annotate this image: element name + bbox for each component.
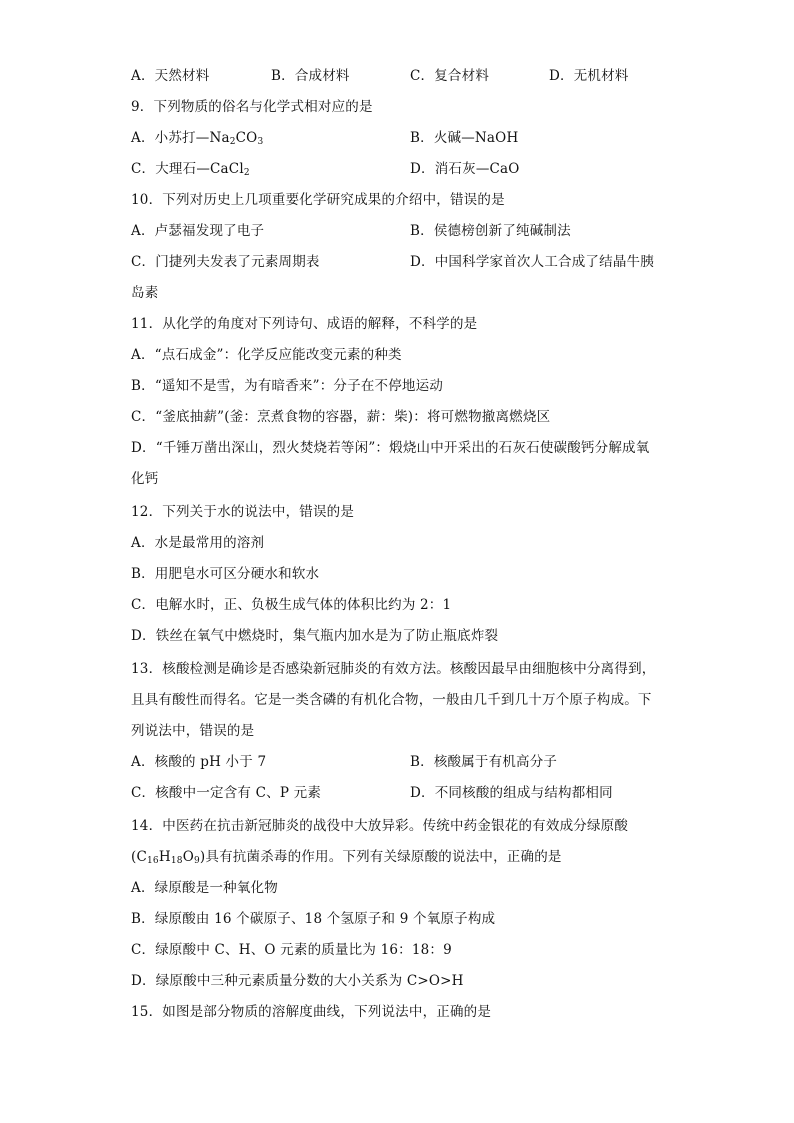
- q8-option-b: B．合成材料: [271, 68, 350, 84]
- q10-option-b: B．侯德榜创新了纯碱制法: [410, 223, 571, 239]
- q10-option-d: D．中国科学家首次人工合成了结晶牛胰: [410, 254, 654, 270]
- q9-option-a: A．小苏打$—Na_2CO_3$: [131, 130, 264, 147]
- q9-option-d: D．消石灰—CaO: [410, 161, 520, 177]
- q12-option-b: B．用肥皂水可区分硬水和软水: [131, 566, 320, 582]
- q10-option-d-continued: 岛素: [131, 285, 159, 301]
- q12-option-c: C．电解水时，正、负极生成气体的体积比约为 2：1: [131, 597, 452, 613]
- q8-option-d: D．无机材料: [549, 68, 629, 84]
- q14-stem-line1: 14．中医药在抗击新冠肺炎的战役中大放异彩。传统中药金银花的有效成分绿原酸: [131, 818, 629, 834]
- q13-option-a: A．核酸的 pH 小于 7: [131, 754, 267, 770]
- q10-stem: 10．下列对历史上几项重要化学研究成果的介绍中，错误的是: [131, 192, 505, 208]
- q12-option-a: A．水是最常用的溶剂: [131, 535, 265, 551]
- q14-option-d: D．绿原酸中三种元素质量分数的大小关系为 C>O>H: [131, 973, 464, 989]
- q11-option-a: A．“点石成金”：化学反应能改变元素的种类: [131, 347, 402, 363]
- q14-option-a: A．绿原酸是一种氧化物: [131, 880, 278, 896]
- q13-stem-line2: 且具有酸性而得名。它是一类含磷的有机化合物，一般由几千到几十万个原子构成。下: [131, 692, 652, 708]
- q8-option-a: A．天然材料: [131, 68, 210, 84]
- q10-option-a: A．卢瑟福发现了电子: [131, 223, 265, 239]
- q11-option-d-continued: 化钙: [131, 471, 159, 487]
- q12-option-d: D．铁丝在氧气中燃烧时，集气瓶内加水是为了防止瓶底炸裂: [131, 628, 499, 644]
- q13-stem-line1: 13．核酸检测是确诊是否感染新冠肺炎的有效方法。核酸因最早由细胞核中分离得到，: [131, 661, 656, 677]
- q11-stem: 11．从化学的角度对下列诗句、成语的解释，不科学的是: [131, 316, 478, 332]
- q11-option-d: D．“千锤万凿出深山，烈火焚烧若等闲”：煅烧山中开采出的石灰石使碳酸钙分解成氧: [131, 440, 650, 456]
- q13-stem-line3: 列说法中，错误的是: [131, 723, 255, 739]
- q12-stem: 12．下列关于水的说法中，错误的是: [131, 504, 355, 520]
- q9-stem: 9．下列物质的俗名与化学式相对应的是: [131, 99, 373, 115]
- q13-option-d: D．不同核酸的组成与结构都相同: [410, 785, 613, 801]
- q9-option-b: B．火碱—NaOH: [410, 130, 519, 146]
- q14-option-b: B．绿原酸由 16 个碳原子、18 个氢原子和 9 个氧原子构成: [131, 911, 496, 927]
- q14-stem-line2: $(C_{16}H_{18}O_9)$具有抗菌杀毒的作用。下列有关绿原酸的说法中，正确的是: [131, 849, 562, 866]
- q9-option-c: C．大理石—CaCl$_2$: [131, 161, 250, 178]
- q13-option-b: B．核酸属于有机高分子: [410, 754, 558, 770]
- q13-option-c: C．核酸中一定含有 C、P 元素: [131, 785, 322, 801]
- q11-option-b: B．“遥知不是雪，为有暗香来”：分子在不停地运动: [131, 378, 444, 394]
- q10-option-c: C．门捷列夫发表了元素周期表: [131, 254, 320, 270]
- q14-option-c: C．绿原酸中 C、H、O 元素的质量比为 16：18：9: [131, 942, 452, 958]
- q11-option-c: C．“釜底抽薪”(釜：烹煮食物的容器，薪：柴)：将可燃物撤离燃烧区: [131, 409, 551, 425]
- q15-stem: 15．如图是部分物质的溶解度曲线，下列说法中，正确的是: [131, 1004, 492, 1020]
- q8-option-c: C．复合材料: [410, 68, 490, 84]
